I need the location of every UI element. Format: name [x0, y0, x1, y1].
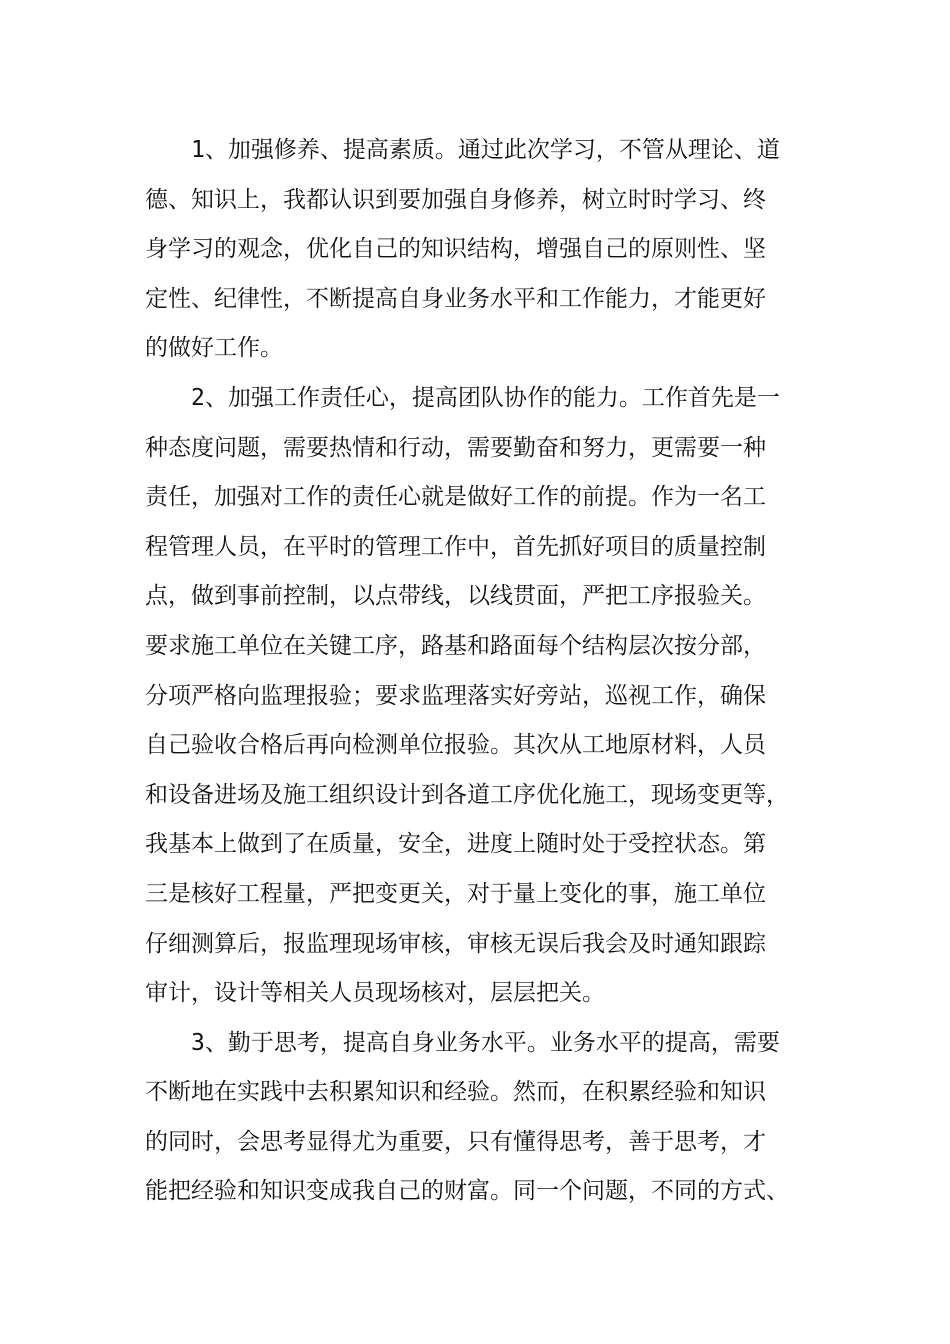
text-line: 定性、纪律性，不断提高自身业务水平和工作能力，才能更好 — [145, 285, 766, 312]
body-text — [145, 126, 805, 1217]
text-line: 责任，加强对工作的责任心就是做好工作的前提。作为一名工 — [145, 484, 766, 511]
text-line: 身学习的观念，优化自己的知识结构，增强自己的原则性、坚 — [145, 236, 766, 263]
text-line: 点，做到事前控制，以点带线，以线贯面，严把工序报验关。 — [145, 583, 766, 610]
text-line: 的做好工作。 — [145, 335, 283, 362]
text-line: 3、勤于思考，提高自身业务水平。业务水平的提高，需要 — [191, 1029, 780, 1056]
paragraph-2 — [145, 374, 805, 1019]
text-line: 德、知识上，我都认识到要加强自身修养，树立时时学习、终 — [145, 186, 766, 213]
text-line: 三是核好工程量，严把变更关，对于量上变化的事，施工单位 — [145, 880, 766, 907]
text-line: 不断地在实践中去积累知识和经验。然而，在积累经验和知识 — [145, 1079, 766, 1106]
text-line: 自己验收合格后再向检测单位报验。其次从工地原材料，人员 — [145, 732, 766, 759]
text-line: 和设备进场及施工组织设计到各道工序优化施工，现场变更等， — [145, 781, 789, 808]
text-line: 1、加强修养、提高素质。通过此次学习，不管从理论、道 — [191, 137, 780, 163]
text-line: 要求施工单位在关键工序，路基和路面每个结构层次按分部， — [145, 632, 766, 659]
paragraph-3 — [145, 1019, 805, 1217]
text-line: 种态度问题，需要热情和行动，需要勤奋和努力，更需要一种 — [145, 434, 766, 461]
text-line: 我基本上做到了在质量，安全，进度上随时处于受控状态。第 — [145, 831, 766, 858]
text-line: 能把经验和知识变成我自己的财富。同一个问题，不同的方式、 — [145, 1178, 789, 1205]
text-line: 仔细测算后，报监理现场审核，审核无误后我会及时通知跟踪 — [145, 930, 766, 957]
text-line: 审计，设计等相关人员现场核对，层层把关。 — [145, 980, 605, 1007]
text-line: 程管理人员，在平时的管理工作中，首先抓好项目的质量控制 — [145, 533, 766, 560]
text-line: 2、加强工作责任心，提高团队协作的能力。工作首先是一 — [191, 384, 780, 411]
paragraph-1 — [145, 126, 805, 374]
text-line: 分项严格向监理报验；要求监理落实好旁站，巡视工作，确保 — [145, 682, 766, 709]
text-line: 的同时，会思考显得尤为重要，只有懂得思考，善于思考，才 — [145, 1128, 766, 1155]
